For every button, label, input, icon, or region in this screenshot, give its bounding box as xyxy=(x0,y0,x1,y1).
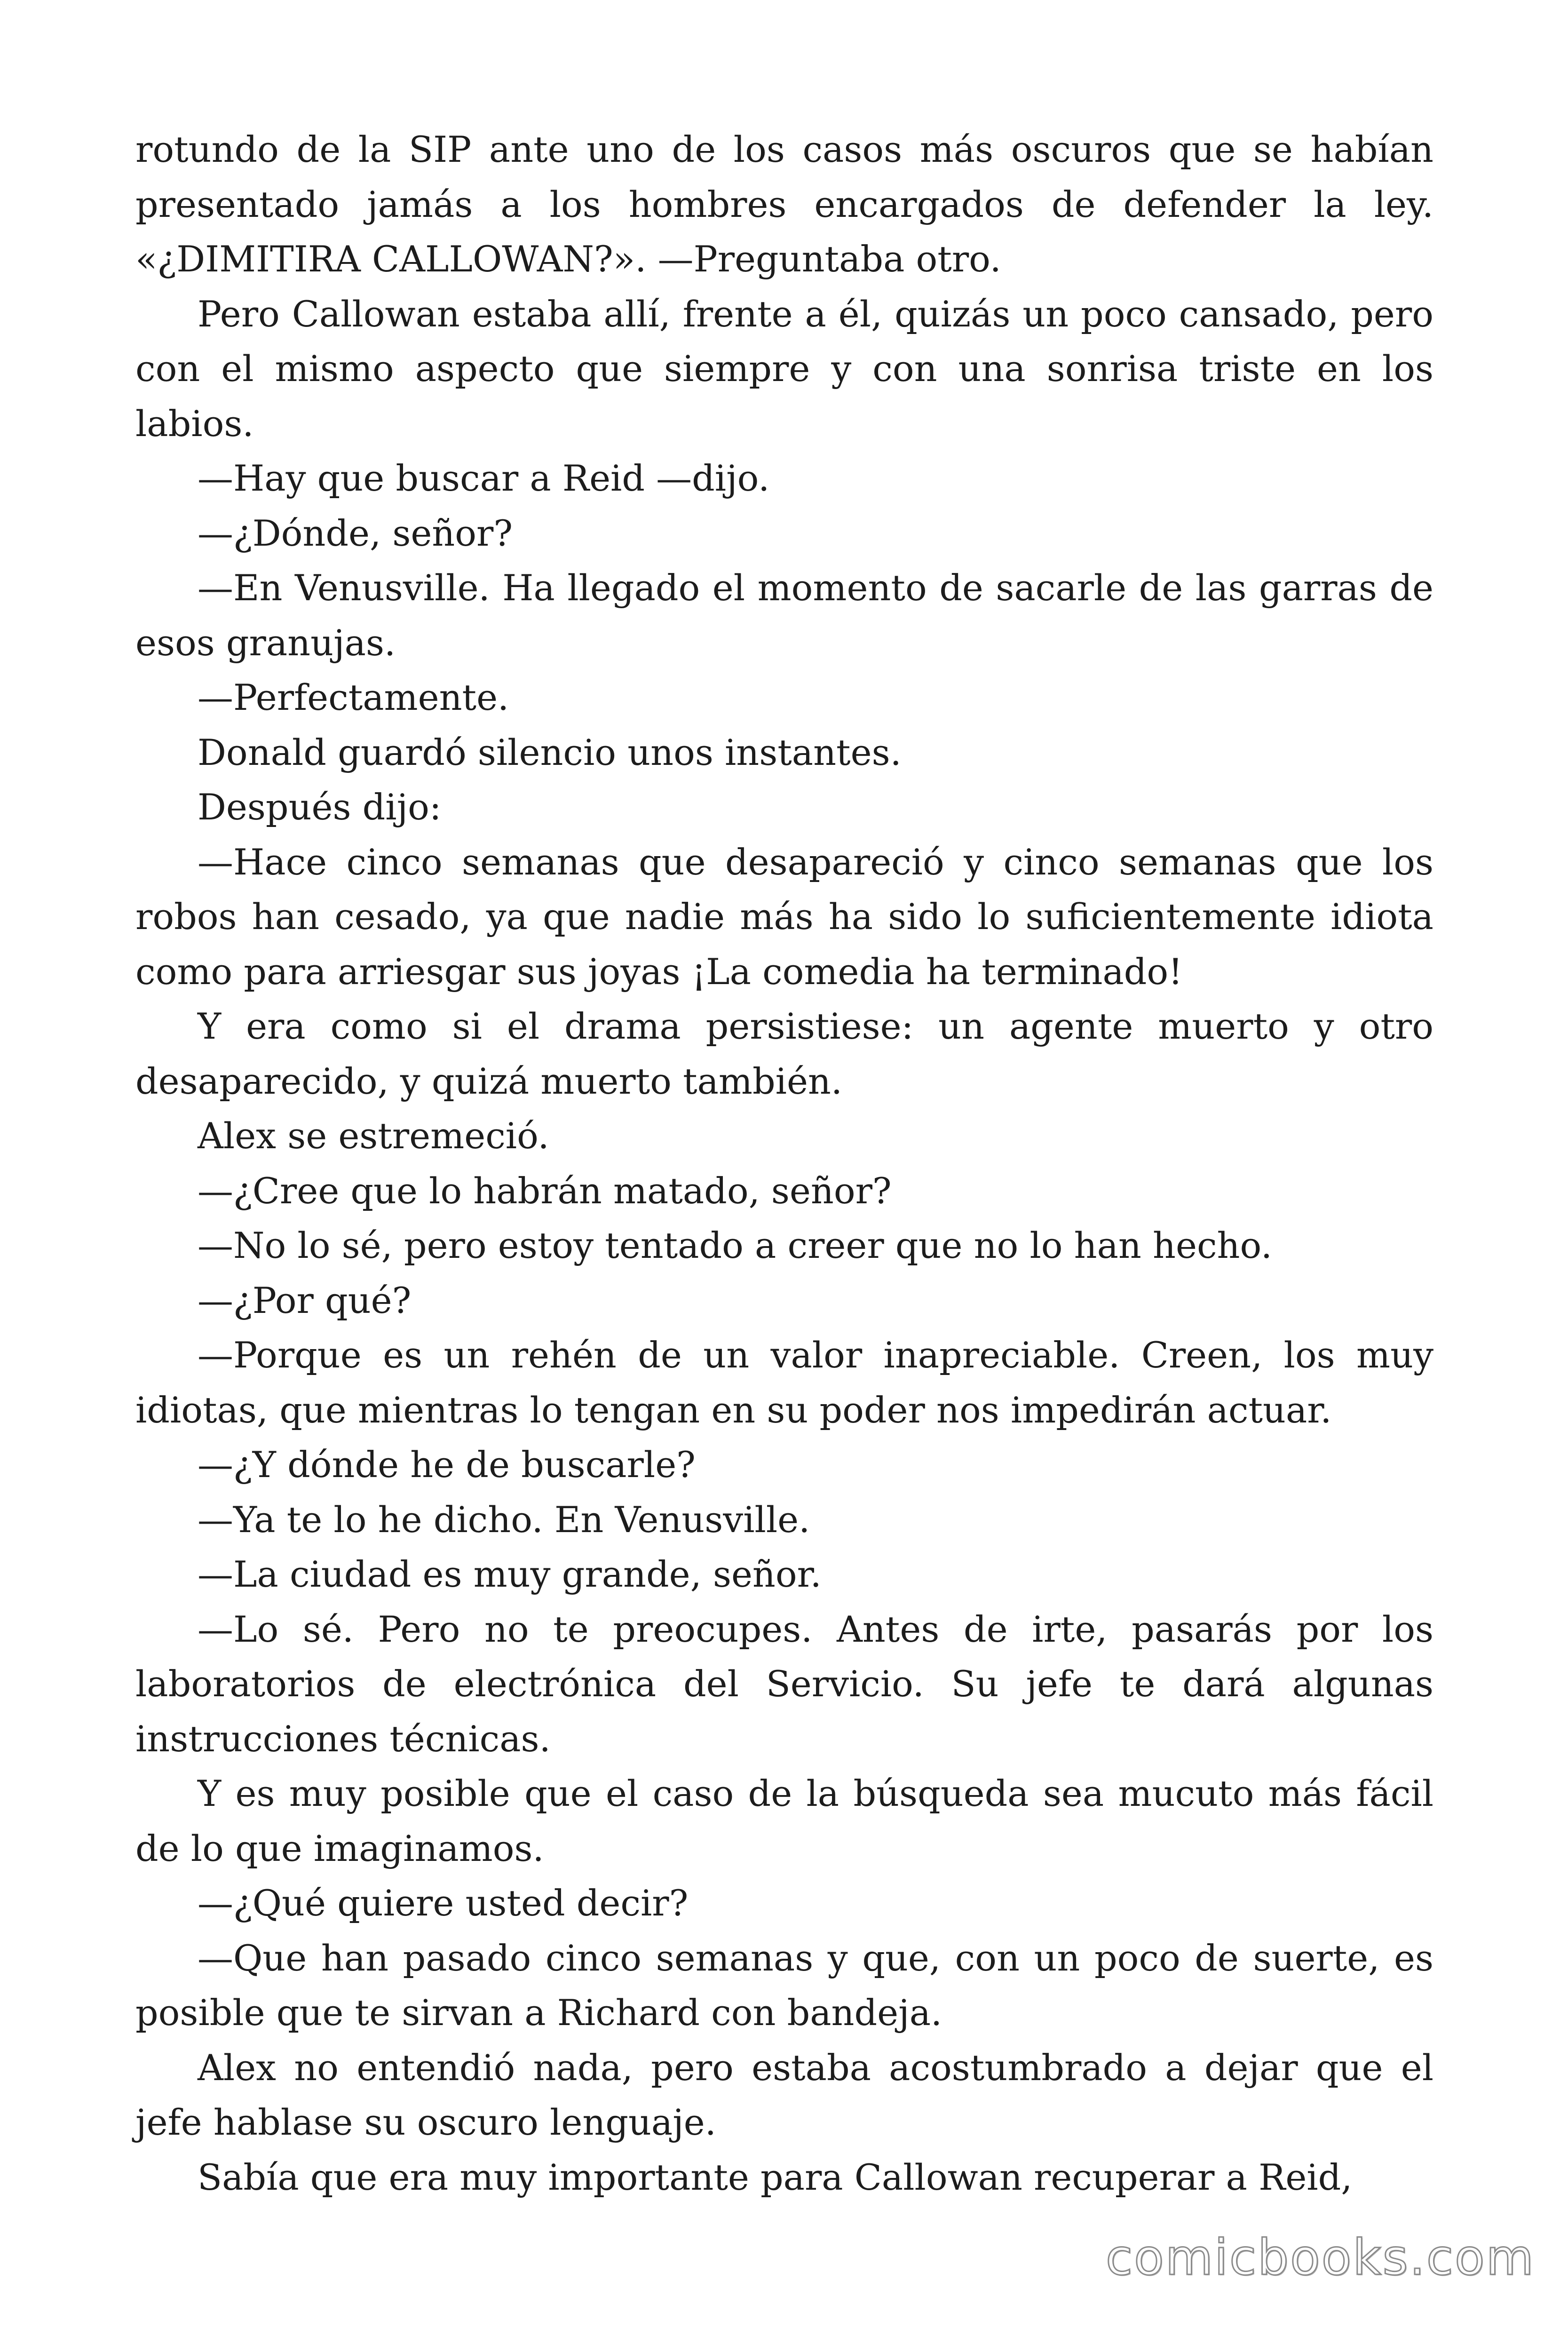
watermark: comicbooks.com xyxy=(1105,2229,1535,2286)
paragraph: —Que han pasado cinco semanas y que, con un poco de suerte, es posible que te sirvan a Richard con bandeja. xyxy=(135,1937,1433,2034)
paragraph: Donald guardó silencio unos instantes. xyxy=(198,731,902,773)
paragraph: —¿Cree que lo habrán matado, señor? xyxy=(198,1169,892,1212)
paragraph: Después dijo: xyxy=(198,786,442,828)
paragraph: —Porque es un rehén de un valor inapreciable. Creen, los muy idiotas, que mientras lo tengan en su poder nos impedirán actuar. xyxy=(135,1334,1433,1431)
paragraph: Sabía que era muy importante para Callowan recuperar a Reid, xyxy=(198,2156,1353,2198)
paragraph: Y era como si el drama persistiese: un agente muerto y otro desaparecido, y quizá muerto también. xyxy=(135,1005,1433,1102)
paragraph: —En Venusville. Ha llegado el momento de sacarle de las garras de esos granujas. xyxy=(135,567,1433,664)
paragraph: Y es muy posible que el caso de la búsqueda sea mucuto más fácil de lo que imaginamos. xyxy=(135,1772,1433,1869)
paragraph: —Hay que buscar a Reid —dijo. xyxy=(198,457,770,499)
paragraph: —Lo sé. Pero no te preocupes. Antes de irte, pasarás por los laboratorios de electrónica del Servicio. Su jefe te dará algunas instrucciones técnicas. xyxy=(135,1608,1433,1760)
paragraph: —¿Y dónde he de buscarle? xyxy=(198,1444,696,1486)
paragraph: —Perfectamente. xyxy=(198,676,509,718)
paragraph: —¿Dónde, señor? xyxy=(198,512,513,554)
paragraph: —Hace cinco semanas que desapareció y cinco semanas que los robos han cesado, ya que nadie más ha sido lo suficientemente idiota como para arriesgar sus joyas ¡La comedia ha terminado! xyxy=(135,841,1433,993)
paragraph: —¿Qué quiere usted decir? xyxy=(198,1882,689,1924)
paragraph: Alex se estremeció. xyxy=(198,1115,549,1157)
paragraph: —No lo sé, pero estoy tentado a creer que no lo han hecho. xyxy=(198,1224,1273,1266)
paragraph: Alex no entendió nada, pero estaba acostumbrado a dejar que el jefe hablase su oscuro lenguaje. xyxy=(135,2046,1433,2143)
paragraph: Pero Callowan estaba allí, frente a él, quizás un poco cansado, pero con el mismo aspecto que siempre y con una sonrisa triste en los labios. xyxy=(135,293,1433,445)
paragraph: —La ciudad es muy grande, señor. xyxy=(198,1553,822,1595)
book-page-text xyxy=(135,122,1433,2205)
paragraph: —Ya te lo he dicho. En Venusville. xyxy=(198,1498,810,1541)
paragraph: rotundo de la SIP ante uno de los casos más oscuros que se habían presentado jamás a los hombres encargados de defender la ley. «¿DIMITIRA CALLOWAN?». —Preguntaba otro. xyxy=(135,128,1433,280)
paragraph: —¿Por qué? xyxy=(198,1279,412,1321)
